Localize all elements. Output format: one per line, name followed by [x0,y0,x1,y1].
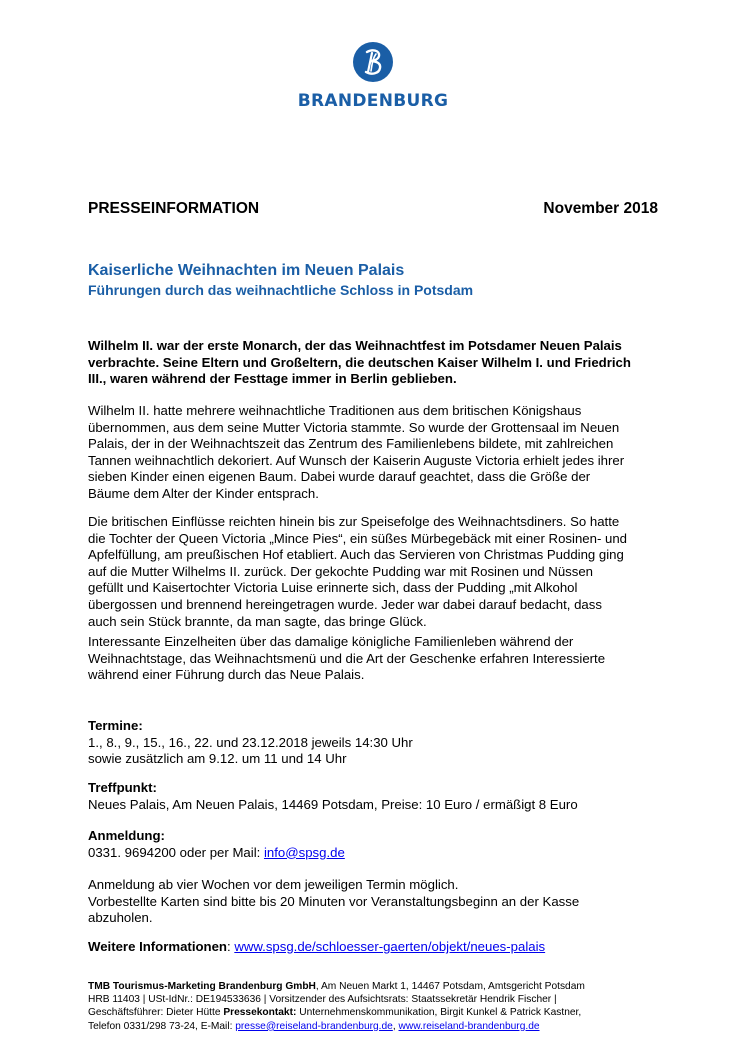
paragraph-2 [88,514,668,630]
paragraph-line: Interessante Einzelheiten über das damalige königliche Familienleben während der [88,634,574,649]
termine-line: 1., 8., 9., 15., 16., 22. und 23.12.2018 jeweils 14:30 Uhr [88,734,413,750]
page-subtitle: Führungen durch das weihnachtliche Schloss in Potsdam [88,282,474,298]
footer-separator: , [392,1020,399,1032]
paragraph-1 [88,403,668,503]
paragraph-line: während einer Führung durch das Neue Palais. [88,667,365,683]
hinweis-section [88,877,668,927]
paragraph-line: übernommen, aus dem seine Mutter Victoria stammte. So wurde der Grottensaal im Neuen [88,419,620,435]
termine-section [88,718,668,768]
termine-label: Termine: [88,718,143,733]
footer-email-link[interactable]: presse@reiseland-brandenburg.de [235,1020,393,1032]
hinweis-line: Vorbestellte Karten sind bitte bis 20 Minuten vor Veranstaltungsbeginn an der Kasse [88,893,580,909]
footer-press-contact: Unternehmenskommunikation, Birgit Kunkel & Patrick Kastner, [296,1007,582,1019]
paragraph-3 [88,634,668,684]
anmeldung-email-link[interactable]: info@spsg.de [263,844,345,860]
treffpunkt-text: Neues Palais, Am Neuen Palais, 14469 Potsdam, Preise: 10 Euro / ermäßigt 8 Euro [88,796,578,812]
paragraph-line: gefüllt und Kaisertochter Victoria Luise erinnerte sich, dass der Pudding „mit Alkohol [88,580,578,596]
press-date: November 2018 [543,200,658,217]
paragraph-line: übergossen und brennend hereingetragen wurde. Jeder war dabei darauf bedacht, dass [88,596,602,612]
paragraph-line: auch sein Stück brannte, da man sagte, das bringe Glück. [88,613,427,629]
lead-line: III., waren während der Festtage immer in Berlin geblieben. [88,371,457,387]
treffpunkt-label: Treffpunkt: [88,780,157,795]
hinweis-line: Anmeldung ab vier Wochen vor dem jeweiligen Termin möglich. [88,877,459,892]
footer-registration: HRB 11403 | USt-IdNr.: DE194533636 | Vorsitzender des Aufsichtsrats: Staatssekretär Hendrik Fischer | [88,994,557,1006]
paragraph-line: Wilhelm II. hatte mehrere weihnachtliche Traditionen aus dem britischen Königshaus [88,403,582,418]
termine-line: sowie zusätzlich am 9.12. um 11 und 14 Uhr [88,751,347,767]
anmeldung-text: 0331. 9694200 oder per Mail: [88,844,264,860]
press-label: PRESSEINFORMATION [88,200,260,217]
footer-ceo: Geschäftsführer: Dieter Hütte [88,1007,224,1019]
brandenburg-logo-icon [353,42,393,82]
page-title: Kaiserliche Weihnachten im Neuen Palais [88,262,405,279]
paragraph-line: Tannen weihnachtlich dekoriert. Auf Wunsch der Kaiserin Auguste Victoria erhielt jedes ihrer [88,452,625,468]
lead-line: Wilhelm II. war der erste Monarch, der das Weihnachtfest im Potsdamer Neuen Palais [88,338,622,353]
footer-company: TMB Tourismus-Marketing Brandenburg GmbH [88,981,316,992]
hinweis-line: abzuholen. [88,910,153,926]
logo-wordmark: BRANDENBURG [297,91,449,111]
page-footer [88,980,668,1033]
paragraph-line: die Tochter der Queen Victoria „Mince Pies“, ein süßes Mürbegebäck mit einer Rosinen- und [88,530,627,546]
footer-phone: Telefon 0331/298 73-24, E-Mail: [88,1020,236,1032]
paragraph-line: Apfelfüllung, am preußischen Hof etabliert. Auch das Servieren von Christmas Pudding ging [88,547,624,563]
lead-line: verbrachte. Seine Eltern und Großeltern, die deutschen Kaiser Wilhelm I. und Friedrich [88,354,631,370]
weitere-label: Weitere Informationen [88,939,227,954]
weitere-info-link[interactable]: www.spsg.de/schloesser-gaerten/objekt/neues-palais [234,939,546,954]
paragraph-line: Weihnachtstage, das Weihnachtsmenü und die Art der Geschenke erfahren Interessierte [88,650,606,666]
weitere-separator: : [226,939,235,954]
footer-website-link[interactable]: www.reiseland-brandenburg.de [398,1020,540,1032]
anmeldung-line [88,845,668,862]
brandenburg-logo [270,42,476,114]
paragraph-line: Palais, der in der Weihnachtszeit das Zentrum des Familienlebens bildete, mit zahlreichen [88,436,614,452]
paragraph-line: sieben Kinder einen eigenen Baum. Dabei wurde darauf geachtet, dass die Größe der [88,469,591,485]
paragraph-line: Die britischen Einflüsse reichten hinein bis zur Speisefolge des Weihnachtsdiners. So hatte [88,514,620,529]
footer-press-contact-label: Pressekontakt: [223,1007,297,1019]
paragraph-line: Bäume dem Alter der Kinder entsprach. [88,485,319,501]
paragraph-line: auf die Mutter Wilhelms II. zurück. Der gekochte Pudding war mit Rosinen und Nüssen [88,563,594,579]
lead-paragraph [88,338,668,388]
anmeldung-section [88,828,668,861]
anmeldung-label: Anmeldung: [88,828,165,843]
weitere-section [88,939,668,956]
footer-address: , Am Neuen Markt 1, 14467 Potsdam, Amtsgericht Potsdam [315,981,585,992]
treffpunkt-section [88,780,668,813]
